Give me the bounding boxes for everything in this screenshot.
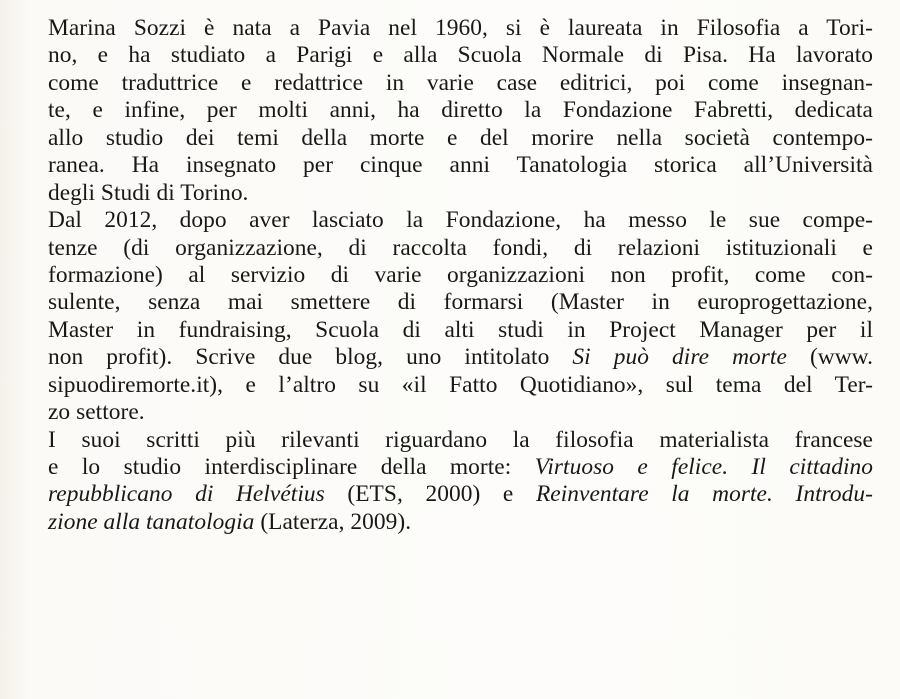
text-line [48, 509, 873, 536]
text-segment: (Laterza, 2009). [254, 508, 412, 535]
paragraph [48, 207, 873, 427]
text-line [48, 399, 873, 426]
text-line [48, 262, 873, 289]
text-line [48, 125, 873, 152]
text-line [48, 42, 873, 69]
text-segment: e lo studio interdisciplinare della morte: [48, 454, 535, 480]
text-segment: (ETS, 2000) e [324, 481, 536, 508]
text-line [48, 454, 873, 481]
text-segment: I suoi scritti più rilevanti riguardano la filosofia materialista francese [48, 426, 873, 453]
text-line [48, 344, 873, 371]
text-segment: non profit). Scrive due blog, uno intitolato [48, 344, 573, 371]
italic-title: Si può dire morte [572, 344, 787, 371]
italic-title: repubblicano di Helvétius [48, 481, 325, 508]
text-line [48, 70, 873, 97]
text-segment: formazione) al servizio di varie organizzazioni non profit, come con- [48, 261, 873, 288]
text-segment: no, e ha studiato a Parigi e alla Scuola Normale di Pisa. Ha lavorato [48, 42, 873, 69]
text-line [48, 317, 873, 344]
text-segment: (www. [786, 344, 873, 371]
paragraph [48, 427, 873, 537]
text-segment: te, e infine, per molti anni, ha diretto la Fondazione Fabretti, dedicata [48, 97, 873, 124]
text-line [48, 152, 873, 179]
paragraph [48, 15, 873, 207]
text-segment: sipuodiremorte.it), e l’altro su «il Fatto Quotidiano», sul tema del Ter- [48, 371, 873, 398]
text-line [48, 207, 873, 234]
italic-title: zione alla tanatologia [48, 508, 255, 535]
text-segment: come traduttrice e redattrice in varie case editrici, poi come insegnan- [48, 69, 873, 96]
italic-title: Reinventare la morte. Introdu- [535, 481, 873, 508]
italic-title: Virtuoso e felice. Il cittadino [534, 454, 873, 480]
text-segment: Dal 2012, dopo aver lasciato la Fondazione, ha messo le sue compe- [48, 207, 873, 234]
text-line [48, 15, 873, 42]
text-line [48, 427, 873, 454]
text-line [48, 180, 873, 207]
text-segment: degli Studi di Torino. [48, 179, 249, 206]
text-segment: Marina Sozzi è nata a Pavia nel 1960, si è laureata in Filosofia a Tori- [48, 15, 873, 41]
text-line [48, 235, 873, 262]
book-page-text [48, 15, 873, 536]
text-segment: zo settore. [48, 399, 145, 426]
text-line [48, 289, 873, 316]
text-segment: tenze (di organizzazione, di raccolta fondi, di relazioni istituzionali e [48, 234, 873, 261]
text-line [48, 97, 873, 124]
text-segment: Master in fundraising, Scuola di alti studi in Project Manager per il [48, 316, 873, 343]
text-segment: ranea. Ha insegnato per cinque anni Tanatologia storica all’Università [48, 152, 873, 179]
text-segment: allo studio dei temi della morte e del morire nella società contempo- [48, 124, 873, 151]
text-segment: sulente, senza mai smettere di formarsi (Master in europrogettazione, [48, 289, 873, 316]
text-line [48, 372, 873, 399]
text-line [48, 481, 873, 508]
